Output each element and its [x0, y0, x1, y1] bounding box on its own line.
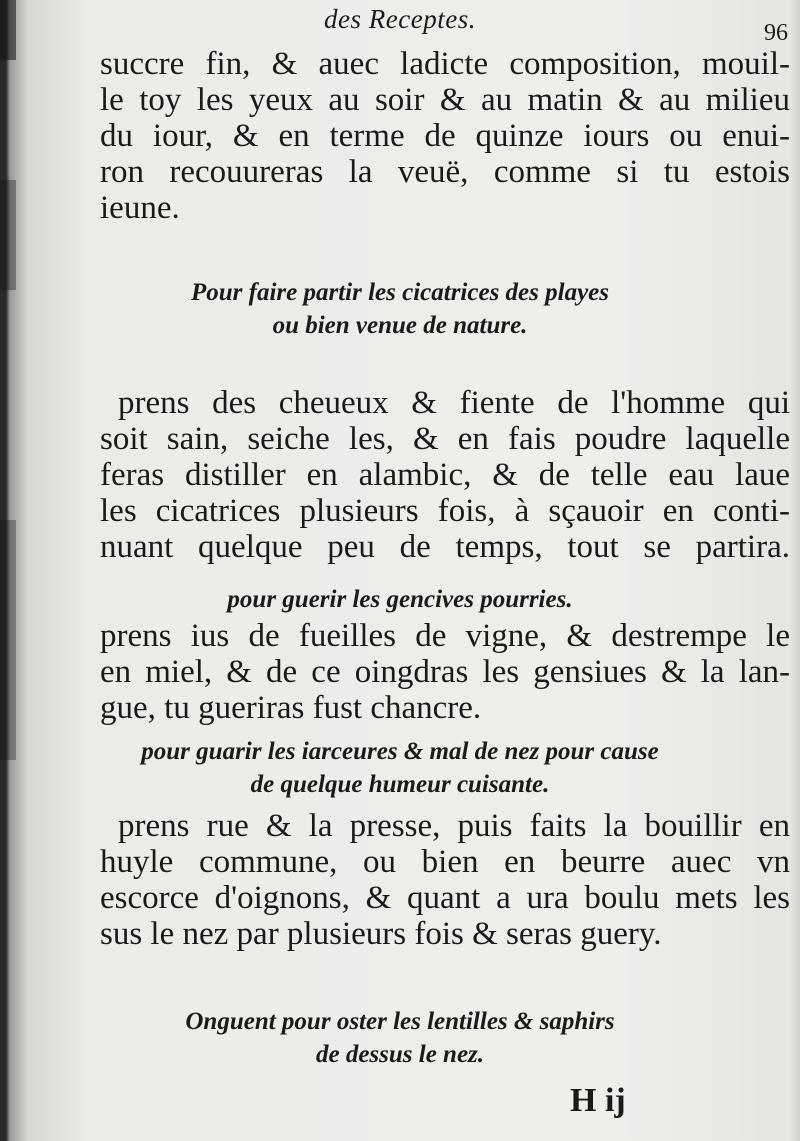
text-line: nuant quelque peu de temps, tout se partira. — [100, 529, 790, 565]
text-line: du iour, & en terme de quinze iours ou enui- — [100, 118, 790, 154]
recipe-heading-nose — [0, 735, 800, 801]
recipe-heading-gums — [0, 583, 800, 616]
page-number: 96 — [764, 20, 788, 46]
text-line: prens ius de fueilles de vigne, & destrempe le — [100, 618, 790, 654]
text-line: ron recouureras la veuë, comme si tu estois — [100, 154, 790, 190]
text-line: escorce d'oignons, & quant a ura boulu mets les — [100, 880, 790, 916]
signature-mark: H ij — [570, 1082, 626, 1119]
running-head: des Receptes. — [324, 4, 476, 34]
paragraph-nose-cont — [100, 844, 790, 952]
recipe-heading-scars — [0, 276, 800, 342]
heading-line: pour guerir les gencives pourries. — [227, 586, 573, 613]
recipe-heading-ointment — [0, 1005, 800, 1071]
heading-line: Onguent pour oster les lentilles & saphirs — [185, 1008, 615, 1035]
gutter-shadow — [0, 180, 16, 290]
paragraph-eye-remedy — [100, 46, 790, 226]
text-line: feras distiller en alambic, & de telle eau laue — [100, 457, 790, 493]
text-line: prens rue & la presse, puis faits la bouillir en — [118, 808, 790, 844]
text-line: prens des cheueux & fiente de l'homme qui — [118, 385, 790, 421]
text-line: soit sain, seiche les, & en fais poudre laquelle — [100, 421, 790, 457]
paragraph-gums — [100, 618, 790, 726]
text-line: huyle commune, ou bien en beurre auec vn — [100, 844, 790, 880]
paragraph-scars — [118, 385, 790, 421]
text-line: en miel, & de ce oingdras les gensiues & la lan- — [100, 654, 790, 690]
text-line: ieune. — [100, 190, 180, 226]
gutter-shadow — [0, 520, 16, 760]
heading-line: ou bien venue de nature. — [272, 312, 528, 339]
heading-line: Pour faire partir les cicatrices des playes — [191, 279, 609, 306]
heading-line: de dessus le nez. — [315, 1041, 485, 1068]
paragraph-scars-cont — [100, 421, 790, 565]
heading-line: pour guarir les iarceures & mal de nez pour cause — [141, 738, 659, 765]
text-line: le toy les yeux au soir & au matin & au milieu — [100, 82, 790, 118]
text-line: sus le nez par plusieurs fois & seras guery. — [100, 916, 662, 952]
text-line: les cicatrices plusieurs fois, à sçauoir en conti- — [100, 493, 790, 529]
text-line: succre fin, & auec ladicte composition, mouil- — [100, 46, 790, 82]
heading-line: de quelque humeur cuisante. — [250, 771, 550, 798]
text-line: gue, tu gueriras fust chancre. — [100, 690, 482, 726]
paragraph-nose — [118, 808, 790, 844]
